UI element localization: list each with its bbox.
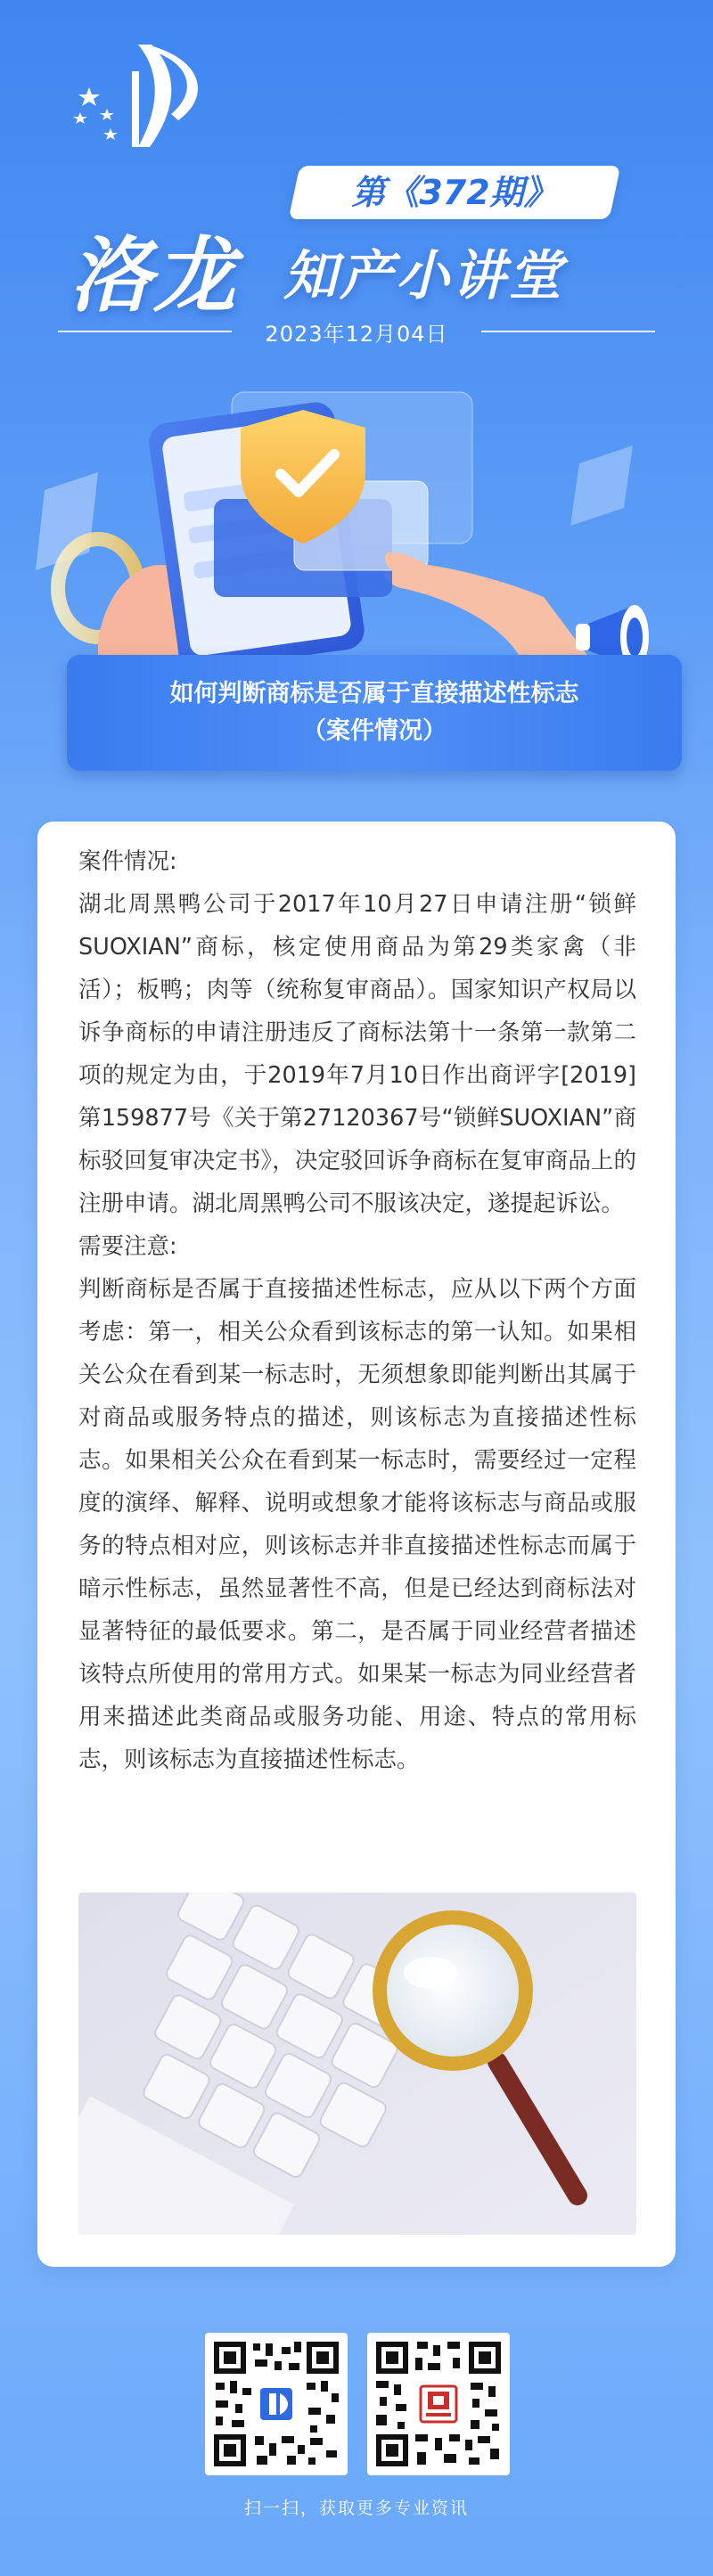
- date-divider-left: [58, 331, 232, 332]
- section-heading-notes: 需要注意:: [78, 1233, 177, 1260]
- publish-date: 2023年12月04日: [265, 322, 448, 347]
- topic-title: 如何判断商标是否属于直接描述性标志: [169, 680, 579, 707]
- section-heading-case: 案件情况:: [78, 848, 177, 875]
- title-sub: 知产小讲堂: [283, 245, 564, 307]
- footer-caption: 扫一扫，获取更多专业资讯: [243, 2498, 469, 2518]
- topic-banner-text: [67, 675, 682, 750]
- notes-paragraph: 判断商标是否属于直接描述性标志，应从以下两个方面考虑：第一，相关公众看到该标志的第一认知。如果相关公众在看到某一标志时，无须想象即能判断出其属于对商品或服务特点的描述，则该标志为直接描述性标志。如果相关公众在看到某一标志时，需要经过一定程度的演绎、解释、说明或想象才能将该标志与商品或服务的特点相对应，则该标志并非直接描述性标志而属于暗示性标志，虽然显著性不高，但是已经达到商标法对显著特征的最低要求。第二，是否属于同业经营者描述该特点所使用的常用方式。如果某一标志为同业经营者用来描述此类商品或服务功能、用途、特点的常用标志，则该标志为直接描述性标志。: [78, 1276, 636, 1773]
- emblem-logo-icon: [53, 36, 223, 151]
- keyboard-magnifier-photo: [78, 1893, 636, 2235]
- article-body: [78, 840, 636, 1781]
- case-paragraph: 湖北周黑鸭公司于2017年10月27日申请注册“锁鲜SUOXIAN”商标，核定使用商品为第29类家禽（非活）；板鸭；肉等（统称复审商品）。国家知识产权局以诉争商标的申请注册违反了商标法第十一条第一款第二项的规定为由，于2019年7月10日作出商评字[2019]第159877号《关于第27120367号“锁鲜SUOXIAN”商标驳回复审决定书》，决定驳回诉争商标在复审商品上的注册申请。湖北周黑鸭公司不服该决定，遂提起诉讼。: [78, 891, 636, 1217]
- topic-subtitle: （案件情况）: [302, 717, 447, 745]
- date-divider-right: [481, 331, 655, 332]
- qr-code-right[interactable]: [367, 2333, 510, 2475]
- issue-number: 第《372期》: [351, 173, 558, 212]
- title-main: 洛龙: [70, 228, 238, 323]
- qr-code-left[interactable]: [205, 2333, 348, 2475]
